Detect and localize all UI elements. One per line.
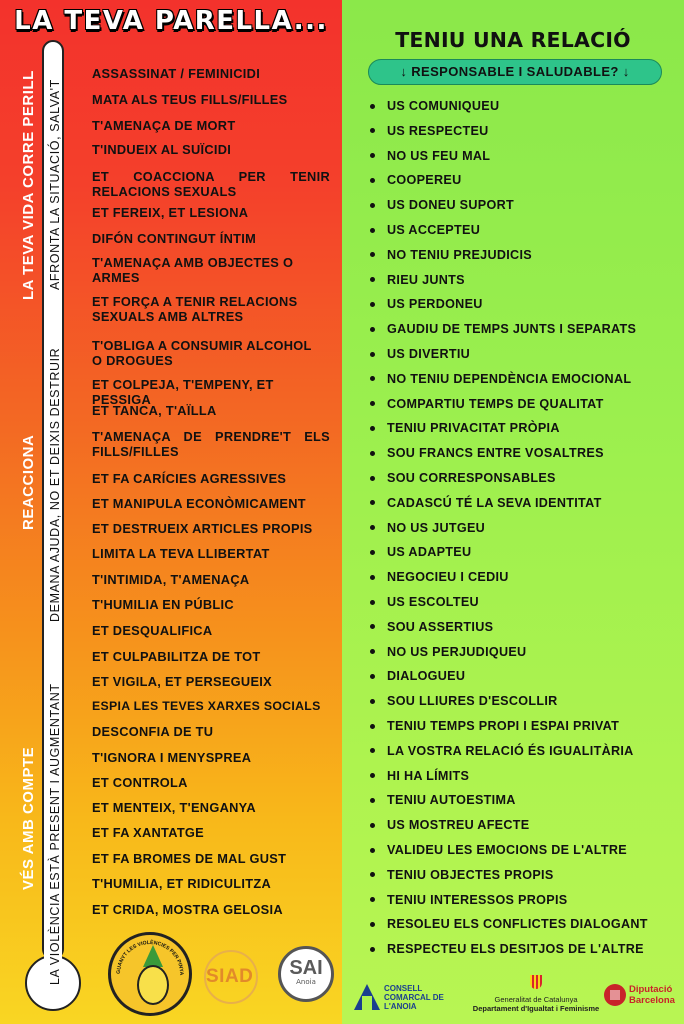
bullet-icon: [370, 525, 375, 530]
diputacio-logo: [604, 982, 684, 1018]
zone-label-careful: VÉS AMB COMPTE: [20, 746, 37, 890]
healthy-title: TENIU UNA RELACIÓ: [395, 28, 631, 52]
bullet-icon: [370, 252, 375, 257]
bullet-icon: [370, 649, 375, 654]
bullet-icon: [370, 327, 375, 332]
bullet-icon: [370, 500, 375, 505]
bullet-icon: [370, 376, 375, 381]
list-item: T'OBLIGA A CONSUMIR ALCOHOL O DROGUES: [92, 338, 312, 368]
list-item: US ESCOLTEU: [370, 592, 675, 612]
bullet-icon: [370, 699, 375, 704]
siad-logo: [204, 946, 274, 1006]
generalitat-shield-icon: [530, 975, 542, 989]
list-item: NO US JUTGEU: [370, 518, 675, 538]
list-item: US RESPECTEU: [370, 121, 675, 141]
pineapple-ring-text: [111, 935, 189, 1013]
list-item: SOU LLIURES D'ESCOLLIR: [370, 691, 675, 711]
list-item: ESPIA LES TEVES XARXES SOCIALS: [92, 699, 321, 713]
bullet-icon: [370, 104, 375, 109]
list-item: SOU FRANCS ENTRE VOSALTRES: [370, 443, 675, 463]
bullet-icon: [370, 674, 375, 679]
pineapple-logo-text: GUANYT LES VIOLÈNCIES PER PINYA: [115, 939, 185, 976]
list-item: COOPEREU: [370, 170, 675, 190]
consell-comarcal-icon: [354, 984, 380, 1012]
list-item: T'INTIMIDA, T'AMENAÇA: [92, 572, 250, 587]
list-item: T'HUMILIA EN PÚBLIC: [92, 597, 234, 612]
bullet-icon: [370, 401, 375, 406]
siad-logo-text: SIAD: [206, 966, 254, 987]
list-item: NO TENIU DEPENDÈNCIA EMOCIONAL: [370, 369, 675, 389]
bullet-icon: [370, 451, 375, 456]
list-item: US COMUNIQUEU: [370, 96, 675, 116]
advice-bottom: LA VIOLÈNCIA ESTÀ PRESENT I AUGMENTANT: [48, 683, 62, 985]
bullet-icon: [370, 773, 375, 778]
list-item: CADASCÚ TÉ LA SEVA IDENTITAT: [370, 493, 675, 513]
bullet-icon: [370, 128, 375, 133]
list-item: DIFÓN CONTINGUT ÍNTIM: [92, 231, 257, 246]
zone-label-danger: LA TEVA VIDA CORRE PERILL: [20, 70, 37, 300]
list-item: T'HUMILIA, ET RIDICULITZA: [92, 876, 272, 891]
list-item: ET CRIDA, MOSTRA GELOSIA: [92, 902, 283, 917]
list-item: NEGOCIEU I CEDIU: [370, 567, 675, 587]
departament-text: Departament d'Igualtat i Feminisme: [472, 1004, 600, 1013]
list-item: NO US FEU MAL: [370, 146, 675, 166]
bullet-icon: [370, 872, 375, 877]
bullet-icon: [370, 277, 375, 282]
advice-top: AFRONTA LA SITUACIÓ, SALVA'T: [48, 79, 62, 290]
list-item: US DONEU SUPORT: [370, 195, 675, 215]
list-item: TENIU INTERESSOS PROPIS: [370, 890, 675, 910]
list-item: VALIDEU LES EMOCIONS DE L'ALTRE: [370, 840, 675, 860]
sai-logo-text: SAI: [289, 957, 323, 979]
bullet-icon: [370, 178, 375, 183]
list-item: US DIVERTIU: [370, 344, 675, 364]
list-item: T'AMENAÇA DE MORT: [92, 118, 236, 133]
diputacio-text: Diputació Barcelona: [629, 984, 675, 1006]
list-item: COMPARTIU TEMPS DE QUALITAT: [370, 394, 675, 414]
bullet-icon: [370, 153, 375, 158]
generalitat-logo: [468, 974, 604, 1018]
list-item: US ACCEPTEU: [370, 220, 675, 240]
bullet-icon: [370, 947, 375, 952]
list-item: HI HA LÍMITS: [370, 766, 675, 786]
list-item: ET FA BROMES DE MAL GUST: [92, 851, 287, 866]
list-item: ET MENTEIX, T'ENGANYA: [92, 800, 256, 815]
list-item: US PERDONEU: [370, 294, 675, 314]
healthy-subtitle: ↓ RESPONSABLE I SALUDABLE? ↓: [368, 59, 662, 85]
list-item: ET TANCA, T'AÏLLA: [92, 403, 217, 418]
bullet-icon: [370, 550, 375, 555]
advice-middle: DEMANA AJUDA, NO ET DEIXIS DESTRUIR: [48, 347, 62, 622]
list-item: NO TENIU PREJUDICIS: [370, 245, 675, 265]
list-item: GAUDIU DE TEMPS JUNTS I SEPARATS: [370, 319, 675, 339]
list-item: ET DESTRUEIX ARTICLES PROPIS: [92, 521, 313, 536]
bullet-icon: [370, 624, 375, 629]
list-item: ET MANIPULA ECONÒMICAMENT: [92, 496, 306, 511]
bullet-icon: [370, 600, 375, 605]
list-item: US ADAPTEU: [370, 542, 675, 562]
consell-comarcal-text: CONSELL COMARCAL DE L'ANOIA: [384, 984, 444, 1011]
bullet-icon: [370, 203, 375, 208]
bullet-icon: [370, 302, 375, 307]
list-item: RESPECTEU ELS DESITJOS DE L'ALTRE: [370, 939, 675, 959]
list-item: ET CONTROLA: [92, 775, 188, 790]
list-item: ET VIGILA, ET PERSEGUEIX: [92, 674, 272, 689]
list-item: TENIU OBJECTES PROPIS: [370, 865, 675, 885]
bullet-icon: [370, 922, 375, 927]
list-item: ASSASSINAT / FEMINICIDI: [92, 66, 261, 81]
list-item: SOU CORRESPONSABLES: [370, 468, 675, 488]
list-item: MATA ALS TEUS FILLS/FILLES: [92, 92, 288, 107]
list-item: ET FEREIX, ET LESIONA: [92, 205, 249, 220]
list-item: ET FA CARÍCIES AGRESSIVES: [92, 471, 287, 486]
list-item: T'INDUEIX AL SUÏCIDI: [92, 142, 232, 157]
list-item: RESOLEU ELS CONFLICTES DIALOGANT: [370, 914, 675, 934]
list-item: LIMITA LA TEVA LLIBERTAT: [92, 546, 270, 561]
svg-text:GUANYT LES VIOLÈNCIES PER PINY: [116, 938, 184, 976]
list-item: RIEU JUNTS: [370, 270, 675, 290]
sai-logo: [278, 946, 334, 1002]
sai-logo-sub: Anoia: [296, 978, 316, 986]
bullet-icon: [370, 352, 375, 357]
bullet-icon: [370, 476, 375, 481]
healthy-panel: [342, 0, 684, 1024]
list-item: SOU ASSERTIUS: [370, 617, 675, 637]
partner-logos-left: [108, 932, 338, 1018]
diputacio-icon: [604, 984, 626, 1006]
list-item: T'AMENAÇA DE PRENDRE'T ELS FILLS/FILLES: [92, 429, 330, 459]
generalitat-text: Generalitat de Catalunya: [494, 995, 578, 1004]
violence-title: LA TEVA PARELLA...: [14, 6, 328, 36]
bullet-icon: [370, 228, 375, 233]
list-item: ET COLPEJA, T'EMPENY, ET PESSIGA: [92, 377, 274, 407]
pineapple-logo: [108, 932, 192, 1016]
bullet-icon: [370, 724, 375, 729]
bullet-icon: [370, 848, 375, 853]
bullet-icon: [370, 798, 375, 803]
zone-label-react: REACCIONA: [20, 434, 37, 530]
list-item: NO US PERJUDIQUEU: [370, 642, 675, 662]
list-item: TENIU AUTOESTIMA: [370, 790, 675, 810]
list-item: ET CULPABILITZA DE TOT: [92, 649, 261, 664]
bullet-icon: [370, 897, 375, 902]
bullet-icon: [370, 823, 375, 828]
partner-logos-right: [342, 968, 684, 1024]
list-item: ET COACCIONA PER TENIR RELACIONS SEXUALS: [92, 169, 330, 199]
list-item: T'AMENAÇA AMB OBJECTES O ARMES: [92, 255, 294, 285]
list-item: US MOSTREU AFECTE: [370, 815, 675, 835]
list-item: TENIU TEMPS PROPI I ESPAI PRIVAT: [370, 716, 675, 736]
list-item: TENIU PRIVACITAT PRÒPIA: [370, 418, 675, 438]
list-item: LA VOSTRA RELACIÓ ÉS IGUALITÀRIA: [370, 741, 675, 761]
list-item: ET FA XANTATGE: [92, 825, 205, 840]
list-item: T'IGNORA I MENYSPREA: [92, 750, 252, 765]
list-item: ET FORÇA A TENIR RELACIONS SEXUALS AMB ALTRES: [92, 294, 298, 324]
list-item: ET DESQUALIFICA: [92, 623, 213, 638]
bullet-icon: [370, 426, 375, 431]
bullet-icon: [370, 575, 375, 580]
consell-comarcal-logo: [354, 982, 464, 1022]
list-item: DESCONFIA DE TU: [92, 724, 214, 739]
bullet-icon: [370, 748, 375, 753]
list-item: DIALOGUEU: [370, 666, 675, 686]
